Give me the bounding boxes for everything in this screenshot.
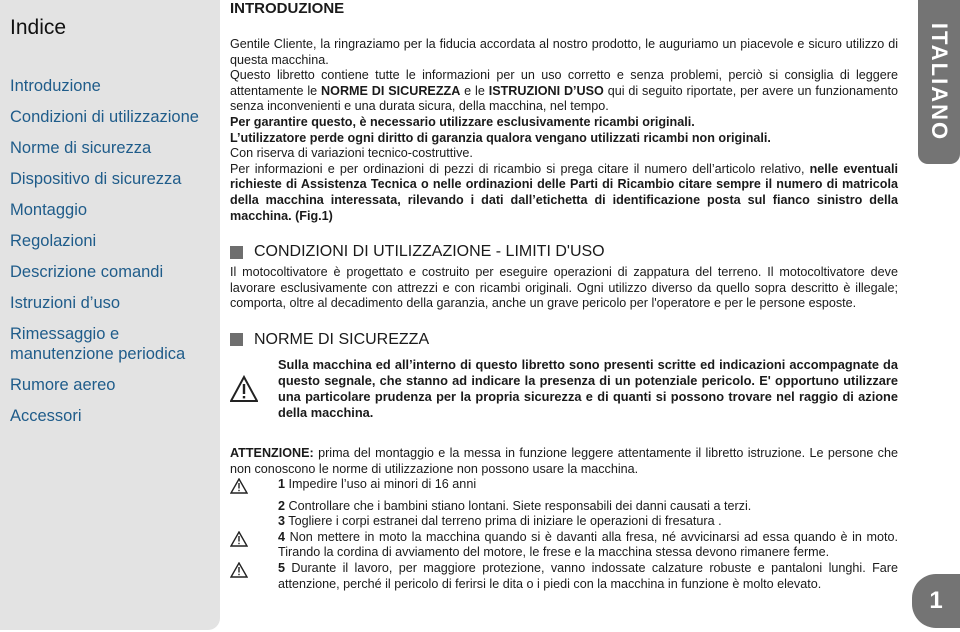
rule-text [278, 561, 898, 592]
sidebar-item-regolazioni[interactable]: Regolazioni [10, 232, 97, 250]
rule-description: Non mettere in moto la macchina quando si è davanti alla fresa, né avvicinarsi ad essa quando è in moto. Tirando la cordina di avviamento del motore, le frese e la macchina stessa devono rimanere ferme. [278, 529, 898, 560]
intro-p2-text: qui di seguito riportate, per avere un funzionamento senza inconvenienti e una durata sicura, della macchina, nel tempo. [230, 83, 898, 114]
sidebar-item-introduzione[interactable]: Introduzione [10, 77, 101, 95]
safety-warning-text: Sulla macchina ed all’interno di questo libretto sono presenti scritte ed indicazioni accompagnate da questo segnale, che stanno ad indicare la presenza di un potenziale pericolo. E' opportuno utilizzare una particolare prudenza per la propria sicurezza e di quanti si possono trovare nel raggio di azione della macchina. [278, 356, 898, 420]
list-item [230, 477, 898, 499]
language-tab [918, 0, 960, 164]
rule-number: 4 [278, 529, 286, 544]
safety-rules-list [230, 477, 898, 592]
safety-heading [230, 331, 898, 349]
rule-text [278, 499, 898, 515]
intro-paragraph-4: L’utilizzatore perde ogni diritto di garanzia qualora vengano utilizzati ricambi non originali. [230, 130, 771, 145]
safety-warning-block [230, 357, 898, 421]
sidebar-item-condizioni[interactable]: Condizioni di utilizzazione [10, 108, 199, 126]
list-item [230, 514, 898, 530]
intro-paragraph-6 [230, 162, 898, 224]
rule-text [278, 477, 898, 493]
list-item [230, 530, 898, 561]
rule-number: 2 [278, 498, 286, 513]
language-label: ITALIANO [927, 22, 952, 142]
intro-p2-text: Questo libretto contiene tutte le informazioni per un uso corretto e senza problemi, perciò si consiglia di leggere attentamente le [230, 68, 898, 98]
rule-number: 3 [278, 514, 286, 529]
rule-text [278, 530, 898, 561]
sidebar-item-rumore[interactable]: Rumore aereo [10, 376, 116, 394]
sidebar-title: Indice [10, 16, 67, 39]
warning-triangle-icon [230, 561, 278, 583]
section-bullet-square [230, 333, 243, 346]
intro-p6-text: Per informazioni e per ordinazioni di pezzi di ricambio si prega citare il numero dell’articolo relativo, [230, 161, 810, 176]
sidebar-item-accessori[interactable]: Accessori [10, 407, 82, 425]
sidebar [0, 0, 220, 630]
sidebar-item-norme[interactable]: Norme di sicurezza [10, 139, 152, 157]
conditions-heading [230, 243, 898, 261]
sidebar-item-comandi[interactable]: Descrizione comandi [10, 263, 164, 281]
sidebar-item-montaggio[interactable]: Montaggio [10, 201, 88, 219]
warning-triangle-icon [230, 357, 278, 408]
page-number: 1 [912, 574, 960, 628]
rule-description: Impedire l’uso ai minori di 16 anni [285, 477, 477, 492]
intro-paragraph-3: Per garantire questo, è necessario utilizzare esclusivamente ricambi originali. [230, 114, 695, 129]
intro-paragraph-1: Gentile Cliente, la ringraziamo per la fiducia accordata al nostro prodotto, le auguriamo un piacevole e sicuro utilizzo di questa macchina. [230, 37, 898, 67]
main-content [230, 0, 898, 592]
rule-number: 1 [278, 477, 286, 492]
warning-triangle-icon [230, 530, 278, 552]
attention-paragraph [230, 446, 898, 477]
conditions-text: Il motocoltivatore è progettato e costruito per eseguire operazioni di zappatura del terreno. Il motocoltivatore deve lavorare esclusivamente con attrezzi e con ricambi originali. Ogni utilizzo diverso da quello sopra descritto è illegale; comporta, oltre al decadimento della garanzia, anche un grave pericolo per l'operatore e per le persone esposte. [230, 265, 898, 311]
rule-text [278, 514, 898, 530]
rule-description: Togliere i corpi estranei dal terreno prima di iniziare le operazioni di fresatura . [285, 514, 722, 529]
intro-paragraph-5: Con riserva di variazioni tecnico-costruttive. [230, 146, 473, 161]
intro-title: INTRODUZIONE [230, 0, 345, 17]
sidebar-nav [10, 76, 212, 426]
intro-p2-text: e le [460, 83, 489, 98]
safety-title: NORME DI SICUREZZA [254, 330, 430, 348]
rule-number: 5 [278, 561, 286, 576]
intro-p6-bold: nelle eventuali richieste di Assistenza Tecnica o nelle ordinazioni delle Parti di Ricambio citare sempre il numero di matricola della macchina interessata, rilevando i dati dall’etichetta di identificazione posta sul fianco sinistro della macchina. (Fig.1) [230, 161, 898, 223]
warning-triangle-icon [230, 477, 278, 499]
intro-paragraph-2 [230, 68, 898, 115]
list-item [230, 561, 898, 592]
sidebar-item-rimessaggio[interactable]: Rimessaggio e manutenzione periodica [10, 325, 186, 363]
rule-description: Controllare che i bambini stiano lontani. Siete responsabili dei danni causati a terzi. [285, 498, 752, 513]
section-bullet-square [230, 246, 243, 259]
list-item [230, 499, 898, 515]
conditions-title: CONDIZIONI DI UTILIZZAZIONE - LIMITI D'USO [254, 243, 605, 261]
attention-text: prima del montaggio e la messa in funzione leggere attentamente il libretto istruzione. Le persone che non conoscono le norme di utilizzazione non possono usare la macchina. [230, 445, 898, 476]
sidebar-item-istruzioni[interactable]: Istruzioni d’uso [10, 294, 121, 312]
intro-p2-bold-norme: NORME DI SICUREZZA [321, 83, 461, 98]
rule-description: Durante il lavoro, per maggiore protezione, vanno indossate calzature robuste e pantaloni lunghi. Fare attenzione, perché il pericolo di ferirsi le dita o i piedi con la macchina in funzione è molto elevato. [278, 561, 898, 591]
attention-label: ATTENZIONE: [230, 445, 314, 460]
intro-p2-bold-istruzioni: ISTRUZIONI D’USO [488, 83, 604, 98]
sidebar-item-dispositivo[interactable]: Dispositivo di sicurezza [10, 170, 182, 188]
